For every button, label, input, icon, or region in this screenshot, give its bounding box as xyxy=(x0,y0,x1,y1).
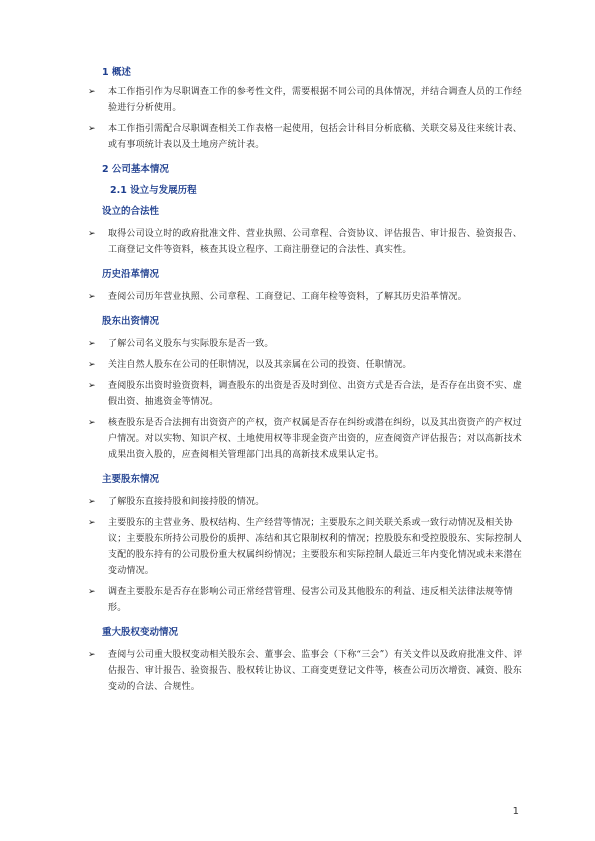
document-body xyxy=(88,66,528,695)
section-title-contribution: 股东出资情况 xyxy=(102,316,160,327)
arrow-bullet-icon: ➢ xyxy=(88,339,96,349)
list-item: ➢ 了解股东直接持股和间接持股的情况。 xyxy=(88,494,528,510)
list-item: ➢ 查阅公司历年营业执照、公司章程、工商登记、工商年检等资料，了解其历史沿革情况。 xyxy=(88,289,528,305)
arrow-bullet-icon: ➢ xyxy=(88,381,96,391)
arrow-bullet-icon: ➢ xyxy=(88,518,96,528)
arrow-bullet-icon: ➢ xyxy=(88,229,96,239)
list-item: ➢ 核查股东是否合法拥有出资资产的产权，资产权属是否存在纠纷或潜在纠纷，以及其出资资产的产权过户情况。对以实物、知识产权、土地使用权等非现金资产出资的，应查阅资产评估报告；对以高新技术成果出资入股的，应查阅相关管理部门出具的高新技术成果认定书。 xyxy=(88,415,528,463)
list-item: ➢ 本工作指引作为尽职调查工作的参考性文件，需要根据不同公司的具体情况，并结合调查人员的工作经验进行分析使用。 xyxy=(88,84,528,116)
arrow-bullet-icon: ➢ xyxy=(88,587,96,597)
arrow-bullet-icon: ➢ xyxy=(88,650,96,660)
arrow-bullet-icon: ➢ xyxy=(88,87,96,97)
arrow-bullet-icon: ➢ xyxy=(88,292,96,302)
list-item: ➢ 查阅股东出资时验资资料，调查股东的出资是否及时到位、出资方式是否合法，是否存在出资不实、虚假出资、抽逃资金等情况。 xyxy=(88,378,528,410)
list-item: ➢ 主要股东的主营业务、股权结构、生产经营等情况；主要股东之间关联关系或一致行动情况及相关协议；主要股东所持公司股份的质押、冻结和其它限制权利的情况；控股股东和受控股股东、实际控制人支配的股东持有的公司股份重大权属纠纷情况；主要股东和实际控制人最近三年内变化情况或未来潜在变动情况。 xyxy=(88,515,528,579)
section-title-legality: 设立的合法性 xyxy=(102,206,160,217)
arrow-bullet-icon: ➢ xyxy=(88,418,96,428)
section-title-history: 历史沿革情况 xyxy=(102,269,160,280)
arrow-bullet-icon: ➢ xyxy=(88,124,96,134)
list-item: ➢ 取得公司设立时的政府批准文件、营业执照、公司章程、合资协议、评估报告、审计报告、验资报告、工商登记文件等资料，核查其设立程序、工商注册登记的合法性、真实性。 xyxy=(88,226,528,258)
list-item: ➢ 关注自然人股东在公司的任职情况，以及其亲属在公司的投资、任职情况。 xyxy=(88,357,528,373)
list-item: ➢ 查阅与公司重大股权变动相关股东会、董事会、监事会（下称“三会”）有关文件以及政府批准文件、评估报告、审计报告、验资报告、股权转让协议、工商变更登记文件等，核查公司历次增资、减资、股东变动的合法、合规性。 xyxy=(88,647,528,695)
section-title-major-shareholders: 主要股东情况 xyxy=(102,474,160,485)
section-title-establishment: 2.1 设立与发展历程 xyxy=(110,185,197,196)
arrow-bullet-icon: ➢ xyxy=(88,360,96,370)
section-title-basic: 2 公司基本情况 xyxy=(102,164,169,175)
page-number: 1 xyxy=(512,806,519,817)
list-item: ➢ 本工作指引需配合尽职调查相关工作表格一起使用，包括会计科目分析底稿、关联交易及往来统计表、或有事项统计表以及土地房产统计表。 xyxy=(88,121,528,153)
arrow-bullet-icon: ➢ xyxy=(88,497,96,507)
section-title-equity-change: 重大股权变动情况 xyxy=(102,627,179,638)
list-item: ➢ 了解公司名义股东与实际股东是否一致。 xyxy=(88,336,528,352)
list-item: ➢ 调查主要股东是否存在影响公司正常经营管理、侵害公司及其他股东的利益、违反相关法律法规等情形。 xyxy=(88,584,528,616)
section-title-overview: 1 概述 xyxy=(102,67,131,78)
